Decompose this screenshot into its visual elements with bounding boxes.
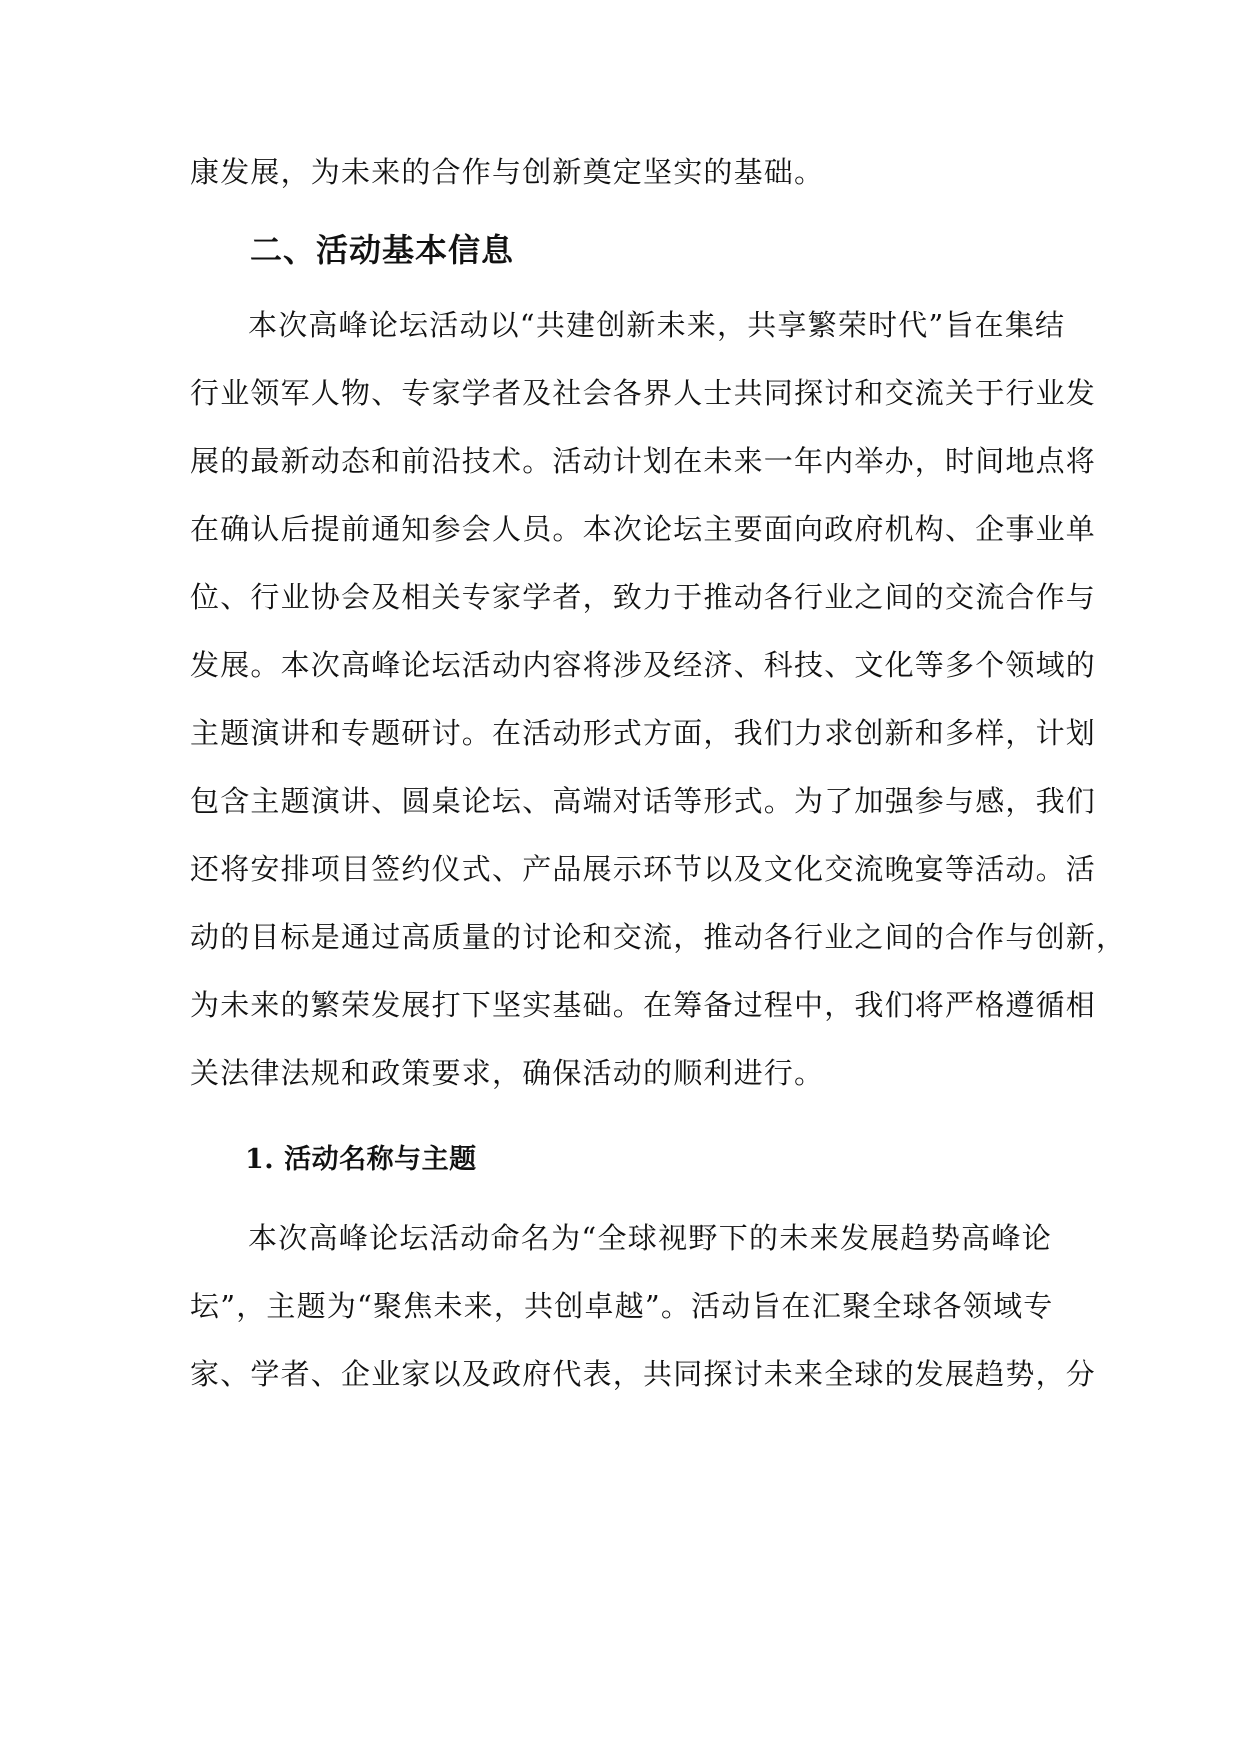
paragraph-line: 还将安排项目签约仪式、产品展示环节以及文化交流晚宴等活动。活 xyxy=(190,852,1097,886)
paragraph-line: 包含主题演讲、圆桌论坛、高端对话等形式。为了加强参与感，我们 xyxy=(190,784,1097,818)
paragraph-line: 行业领军人物、专家学者及社会各界人士共同探讨和交流关于行业发 xyxy=(190,376,1097,410)
paragraph-line: 位、行业协会及相关专家学者，致力于推动各行业之间的交流合作与 xyxy=(190,580,1097,614)
paragraph-line: 展的最新动态和前沿技术。活动计划在未来一年内举办，时间地点将 xyxy=(190,444,1097,478)
paragraph-line: 动的目标是通过高质量的讨论和交流，推动各行业之间的合作与创新， xyxy=(190,920,1127,954)
paragraph-line: 本次高峰论坛活动命名为“全球视野下的未来发展趋势高峰论 xyxy=(248,1221,1052,1255)
paragraph-line: 主题演讲和专题研讨。在活动形式方面，我们力求创新和多样，计划 xyxy=(190,716,1097,750)
paragraph-line: 为未来的繁荣发展打下坚实基础。在筹备过程中，我们将严格遵循相 xyxy=(190,988,1097,1022)
section-heading: 二、活动基本信息 xyxy=(250,231,515,269)
subsection-heading: 1. 活动名称与主题 xyxy=(245,1144,477,1175)
paragraph-line: 关法律法规和政策要求，确保活动的顺利进行。 xyxy=(190,1056,825,1090)
paragraph-line: 发展。本次高峰论坛活动内容将涉及经济、科技、文化等多个领域的 xyxy=(190,648,1097,682)
paragraph-line: 本次高峰论坛活动以“共建创新未来，共享繁荣时代”旨在集结 xyxy=(248,308,1066,342)
paragraph-line: 在确认后提前通知参会人员。本次论坛主要面向政府机构、企事业单 xyxy=(190,512,1097,546)
intro-line: 康发展，为未来的合作与创新奠定坚实的基础。 xyxy=(190,155,825,189)
paragraph-line: 家、学者、企业家以及政府代表，共同探讨未来全球的发展趋势，分 xyxy=(190,1357,1097,1391)
paragraph-line: 坛”，主题为“聚焦未来，共创卓越”。活动旨在汇聚全球各领域专 xyxy=(190,1289,1054,1323)
